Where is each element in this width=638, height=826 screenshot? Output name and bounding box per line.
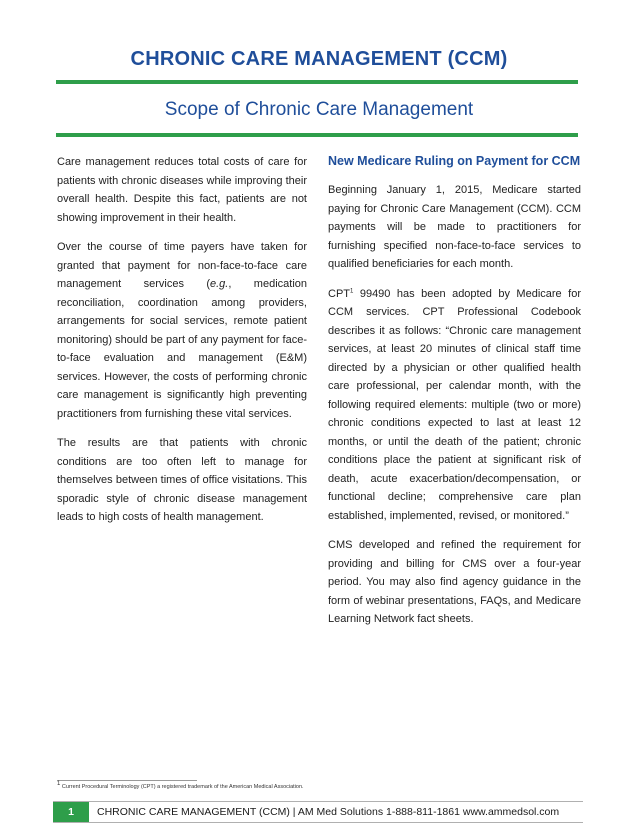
left-paragraph-2 [57, 238, 307, 423]
left-paragraph-2-end: , medication reconciliation, coordination among providers, arrangements for social services, remote patient monitoring) should be part of any payment for face-to-face evaluation and management (E&M) services. However, the costs of performing chronic care management is significantly high preventing practitioners from furnishing these vital services. [57, 278, 308, 420]
section-heading: New Medicare Ruling on Payment for CCM [328, 154, 581, 168]
right-paragraph-2 [328, 285, 581, 526]
footnote-marker: 1 [57, 781, 61, 788]
right-paragraph-3: CMS developed and refined the requirement for providing and billing for CMS over a four-year period. You may also find agency guidance in the form of webinar presentations, FAQs, and Medicare Learning Network fact sheets. [328, 539, 581, 625]
right-paragraph-2-text: 99490 has been adopted by Medicare for CCM services. CPT Professional Codebook describes it as follows: “Chronic care management services, at least 20 minutes of clinical staff time directed by a physician or other qualified health care professional, per calendar month, with the following required elements: multiple (two or more) chronic conditions expected to last at least 12 months, or until the death of the patient; chronic conditions place the patient at significant risk of death, acute exacerbation/decompensation, or functional decline; comprehensive care plan established, implemented, revised, or monitored.” [328, 287, 581, 522]
footnote-reference: 1 [350, 287, 354, 294]
left-paragraph-2-start: Over the course of time payers have taken for granted that payment for non-face-to-face care management services ( [57, 241, 307, 290]
left-paragraph-3: The results are that patients with chronic conditions are too often left to manage for themselves between times of office visitations. This sporadic style of chronic disease management leads to high costs of health management. [57, 437, 307, 523]
footer-text: CHRONIC CARE MANAGEMENT (CCM) | AM Med Solutions 1-888-811-1861 www.ammedsol.com [97, 806, 560, 818]
left-paragraph-2-emphasis: e.g. [210, 278, 229, 290]
right-column [328, 153, 581, 629]
page-footer [53, 801, 583, 823]
footnote-text: Current Procedural Terminology (CPT) a registered trademark of the American Medical Association. [60, 784, 304, 790]
footnote-divider [57, 780, 197, 781]
right-paragraph-1: Beginning January 1, 2015, Medicare started paying for Chronic Care Management (CCM). CCM payments will be made to practitioners for furnishing specified non-face-to-face services to qualified beneficiaries for each month. [328, 184, 581, 270]
subtitle-divider [56, 133, 578, 137]
cpt-label: CPT [328, 287, 350, 300]
title-divider [56, 80, 578, 84]
document-subtitle: Scope of Chronic Care Management [164, 99, 474, 120]
page-number: 1 [53, 802, 89, 822]
document-title: CHRONIC CARE MANAGEMENT (CCM) [130, 48, 508, 70]
footnote [57, 781, 304, 790]
left-paragraph-1: Care management reduces total costs of care for patients with chronic diseases while improving their overall health. Despite this fact, patients are not showing improvement in their health. [57, 156, 307, 224]
left-column [57, 153, 307, 527]
